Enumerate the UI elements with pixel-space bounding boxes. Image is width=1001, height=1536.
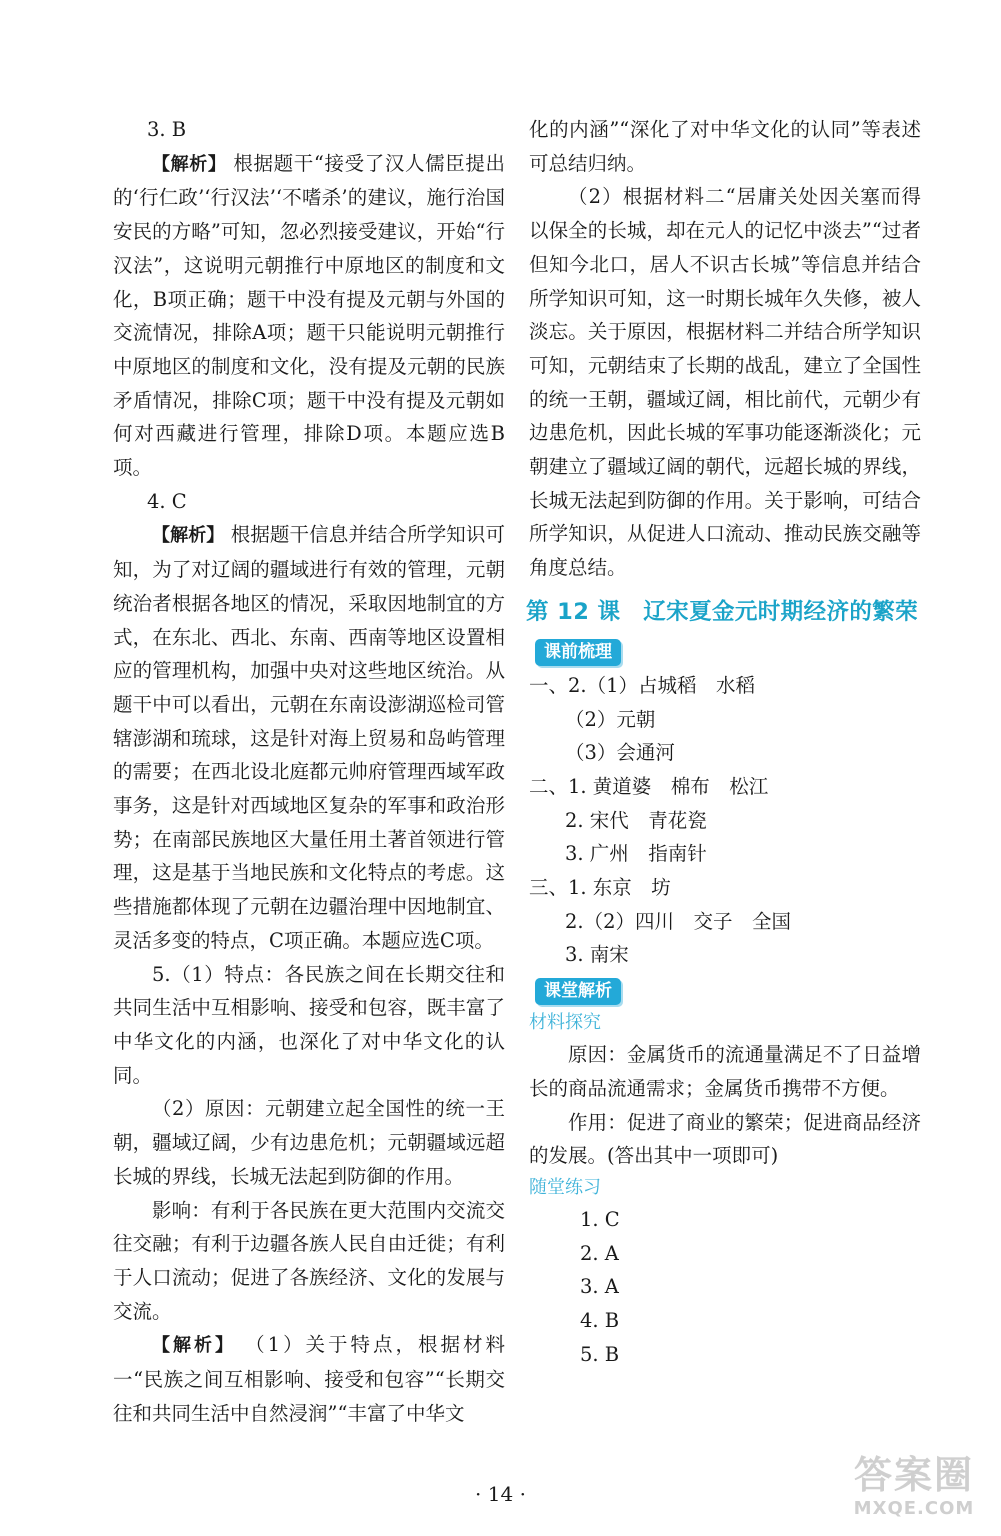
list-item: 5. B (580, 1342, 620, 1366)
list-item: 二、1. 黄道婆 棉布 松江 (529, 774, 769, 798)
q5-analysis-part2: （2）根据材料二“居庸关处因关塞而得以保全的长城，却在元人的记忆中淡去”“过者但知今北口，居人不识古长城”等信息并结合所学知识可知，这一时期长城年久失修，被人淡忘。关于原因，根据材料二并结合所学知识可知，元朝结束了长期的战乱，建立了全国性的统一王朝，疆域辽阔，相比前代，元朝少有边患危机，因此长城的军事功能逐渐淡化；元朝建立了疆域辽阔的朝代，远超长城的界线，长城无法起到防御的作用。关于影响，可结合所学知识，从促进人口流动、推动民族交融等角度总结。 (529, 185, 921, 580)
analysis-tag: 【解析】 (152, 153, 227, 175)
list-item: 1. C (580, 1207, 620, 1231)
q4-analysis (113, 518, 505, 957)
list-item: 2.（2）四川 交子 全国 (565, 909, 792, 933)
practice-heading: 随堂练习 (529, 1176, 601, 1198)
watermark (839, 1452, 989, 1530)
q5-part2: （2）原因：元朝建立起全国性的统一王朝，疆域辽阔，少有边患危机；元朝疆域远超长城的界线，长城无法起到防御的作用。 (113, 1097, 505, 1188)
q3-analysis-text: 根据题干“接受了汉人儒臣提出的‘行仁政’‘行汉法’‘不嗜杀’的建议，施行治国安民的方略”可知，忽必烈接受建议，开始“行汉法”，这说明元朝推行中原地区的制度和文化，B项正确；题干中没有提及元朝与外国的交流情况，排除A项；题干只能说明元朝推行中原地区的制度和文化，没有提及元朝的民族矛盾情况，排除C项；题干中没有提及元朝如何对西藏进行管理，排除D项。本题应选B项。 (113, 151, 505, 480)
list-item: 4. B (580, 1309, 620, 1333)
list-item: 一、2.（1）占城稻 水稻 (529, 673, 756, 697)
analysis-tag: 【解析】 (152, 1335, 236, 1357)
list-item: 3. 广州 指南针 (565, 842, 707, 866)
list-item: 三、1. 东京 坊 (529, 876, 671, 900)
material-inquiry-heading: 材料探究 (529, 1012, 601, 1034)
q5-analysis-text: （1）关于特点，根据材料一“民族之间互相影响、接受和包容”“长期交往和共同生活中自然浸润”“丰富了中华文 (113, 1333, 505, 1425)
list-item: （3）会通河 (565, 741, 675, 765)
section-badge-pre-class: 课前梳理 (535, 639, 621, 666)
analysis-tag: 【解析】 (152, 525, 225, 547)
pre-class-list (529, 669, 921, 972)
list-item: 2. A (580, 1241, 619, 1265)
page-number: · 14 · (475, 1482, 526, 1506)
lesson-title: 第 12 课 辽宋夏金元时期经济的繁荣 (526, 598, 919, 625)
list-item: 3. A (580, 1275, 619, 1299)
practice-answers (529, 1203, 921, 1372)
watermark-logo-text: 答案圈 (853, 1453, 974, 1497)
effect-text: 作用：促进了商业的繁荣；促进商品经济的发展。(答出其中一项即可) (529, 1110, 921, 1168)
watermark-url: MXQE.COM (853, 1498, 975, 1519)
q5-part1: 5.（1）特点：各民族之间在长期交往和共同生活中互相影响、接受和包容，既丰富了中华文化的内涵，也深化了对中华文化的认同。 (113, 962, 505, 1087)
q3-answer: 3. B (147, 118, 187, 141)
q4-analysis-text: 根据题干信息并结合所学知识可知，为了对辽阔的疆域进行有效的管理，元朝统治者根据各地区的情况，采取因地制宜的方式，在东北、西北、东南、西南等地区设置相应的管理机构，加强中央对这些地区统治。从题干中可以看出，元朝在东南设澎湖巡检司管辖澎湖和琉球，这是针对海上贸易和岛屿管理的需要；在西北设北庭都元帅府管理西域军政事务，这是针对西域地区复杂的军事和政治形势；在南部民族地区大量任用土著首领进行管理，这是基于当地民族和文化特点的考虑。这些措施都体现了元朝在边疆治理中因地制宜、灵活多变的特点，C项正确。本题应选C项。 (113, 523, 506, 952)
list-item: 2. 宋代 青花瓷 (565, 808, 707, 832)
reason-text: 原因：金属货币的流通量满足不了日益增长的商品流通需求；金属货币携带不方便。 (529, 1043, 921, 1100)
q4-answer: 4. C (147, 489, 187, 513)
left-column (113, 113, 505, 1430)
q5-analysis (113, 1328, 505, 1430)
right-column (526, 113, 921, 1372)
q5-part3: 影响：有利于各民族在更大范围内交流交往交融；有利于边疆各族人民自由迁徙；有利于人口流动；促进了各族经济、文化的发展与交流。 (113, 1198, 505, 1323)
list-item: （2）元朝 (565, 707, 656, 731)
continued-text: 化的内涵”“深化了对中华文化的认同”等表述可总结归纳。 (529, 118, 921, 175)
section-badge-in-class: 课堂解析 (535, 978, 621, 1005)
q3-analysis (113, 147, 505, 485)
list-item: 3. 南宋 (565, 943, 629, 967)
